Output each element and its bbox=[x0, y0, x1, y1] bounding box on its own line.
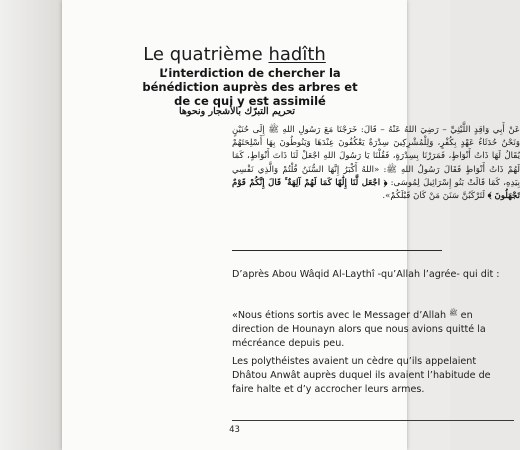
footnote-rule bbox=[232, 420, 514, 421]
page-number: 43 bbox=[229, 425, 240, 435]
french-paragraph-1: D’après Abou Wâqid Al-Laythî -qu’Allah l’agrée- qui dit : bbox=[232, 269, 500, 280]
section-separator bbox=[232, 250, 442, 251]
page-title bbox=[62, 44, 407, 65]
title-underlined-word: hadîth bbox=[268, 44, 326, 65]
arabic-ending: لَتَرْكَبُنَّ سَنَنَ مَنْ كَانَ قَبْلَكُمْ». bbox=[382, 191, 485, 202]
french-p2-end: en direction de Hounayn alors que nous avions quitté la mécréance depuis peu. bbox=[232, 310, 486, 349]
title-text: Le quatrième bbox=[143, 44, 269, 65]
french-paragraph-3: Les polythéistes avaient un cèdre qu’ils appelaient Dhâtou Anwât auprès duquel ils avaient l’habitude de faire halte et d’y accrocher leurs armes. bbox=[232, 356, 491, 395]
salawat-glyph: ﷺ bbox=[449, 309, 458, 317]
arabic-body: عَنْ أَبِي وَاقِدٍ اللَّيْثِيِّ – رَضِيَ اللهُ عَنْهُ – قَالَ: خَرَجْنَا مَعَ رَسُولِ اللهِ ﷺ إِلَى حُنَيْنٍ وَنَحْنُ حُدَثَاءُ عَهْدٍ بِكُفْرٍ، وَلِلْمُشْرِكِينَ سِدْرَةٌ يَعْكُفُونَ عِنْدَهَا وَيَنُوطُونَ بِهَا أَسْلِحَتَهُمْ يُقَالُ لَهَا ذَاتُ أَنْوَاطٍ، فَمَرَرْنَا بِسِدْرَةٍ، فَقُلْنَا يَا رَسُولَ اللهِ اجْعَلْ لَنَا ذَاتَ أَنْوَاطٍ، كَمَا لَهُمْ ذَاتُ أَنْوَاطٍ فَقَالَ رَسُولُ اللهِ ﷺ: «اللهُ أَكْبَرُ إِنَّهَا السُّنَنُ قُلْتُمْ وَالَّذِي نَفْسِي بِيَدِهِ، كَمَا قَالَتْ بَنُو إِسْرَائِيلَ لِمُوسَى: bbox=[232, 125, 520, 188]
arabic-hadith-text bbox=[232, 124, 520, 203]
book-gutter-shadow bbox=[0, 0, 62, 450]
french-p2-start: «Nous étions sortis avec le Messager d’Allah bbox=[232, 310, 450, 321]
arabic-heading: تحريم التبرّك بالأشجار ونحوها bbox=[179, 106, 295, 117]
chapter-subtitle: L’interdiction de chercher la bénédiction auprès des arbres et de ce qui y est assimilé bbox=[142, 66, 358, 108]
arabic-quran-verse: ﴿ اجْعَل لَّنَا إِلَٰهًا كَمَا لَهُمْ آلِهَةٌ ۚ قَالَ إِنَّكُمْ قَوْمٌ تَجْهَلُونَ ﴾ bbox=[232, 177, 520, 202]
french-paragraph-2 bbox=[232, 306, 514, 351]
book-page bbox=[62, 0, 520, 450]
